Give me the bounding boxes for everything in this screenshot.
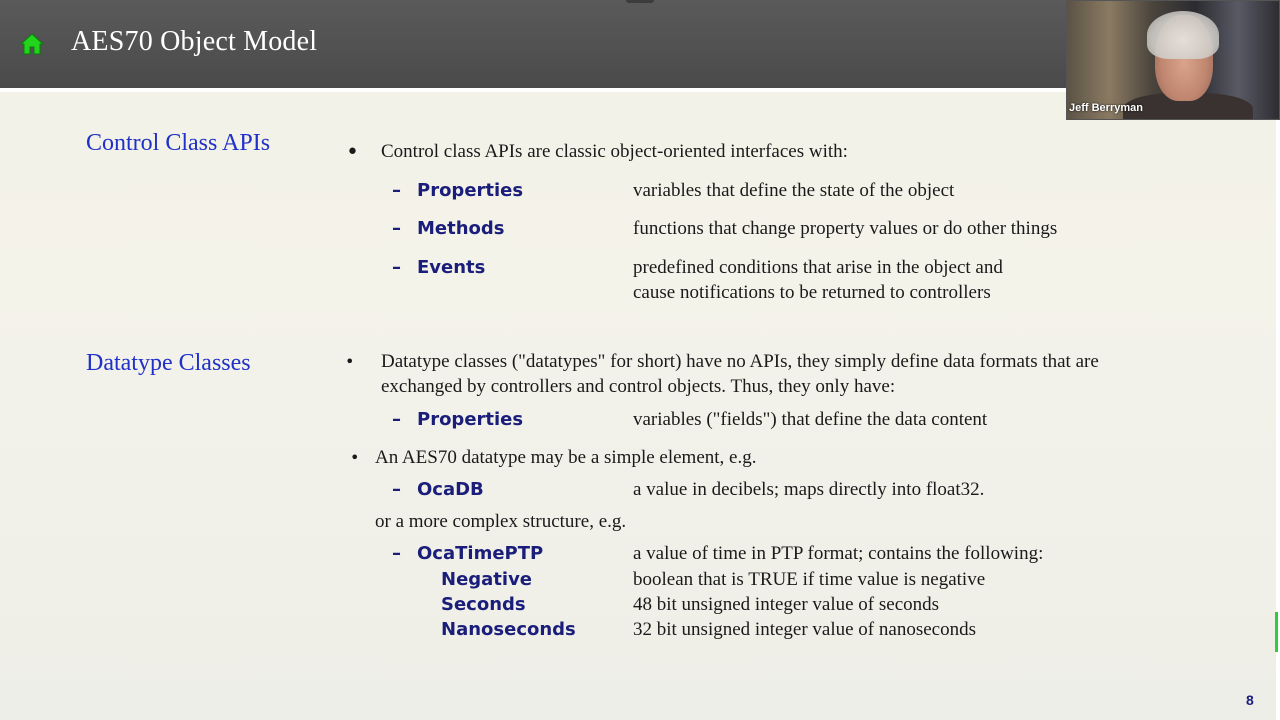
term-ocadb: OcaDB bbox=[417, 479, 484, 500]
page-number: 8 bbox=[1246, 692, 1254, 708]
desc-properties: variables that define the state of the object bbox=[633, 180, 955, 201]
desc-ocatimeptp: a value of time in PTP format; contains the following: bbox=[633, 543, 1044, 564]
term-nanoseconds: Nanoseconds bbox=[441, 619, 576, 640]
desc-datatype-properties: variables ("fields") that define the data content bbox=[633, 409, 988, 430]
dash-icon: – bbox=[392, 543, 401, 564]
desc-nanoseconds: 32 bit unsigned integer value of nanoseconds bbox=[633, 619, 976, 640]
section-heading-datatype: Datatype Classes bbox=[86, 350, 251, 376]
dash-icon: – bbox=[392, 180, 401, 201]
window-notch bbox=[626, 0, 654, 3]
bullet-icon: • bbox=[350, 448, 360, 467]
dash-icon: – bbox=[392, 409, 401, 430]
home-icon[interactable] bbox=[20, 33, 44, 55]
datatype-intro-line1: Datatype classes ("datatypes" for short) have no APIs, they simply define data formats that are bbox=[381, 351, 1099, 372]
bullet-icon: • bbox=[346, 140, 359, 165]
desc-events: predefined conditions that arise in the object and bbox=[633, 257, 1003, 278]
desc-negative: boolean that is TRUE if time value is negative bbox=[633, 569, 986, 590]
desc-events-line2: cause notifications to be returned to controllers bbox=[633, 282, 991, 303]
dash-icon: – bbox=[392, 218, 401, 239]
desc-ocadb: a value in decibels; maps directly into float32. bbox=[633, 479, 985, 500]
term-negative: Negative bbox=[441, 569, 533, 590]
desc-methods: functions that change property values or do other things bbox=[633, 218, 1058, 239]
term-ocatimeptp: OcaTimePTP bbox=[417, 543, 544, 564]
scroll-indicator bbox=[1275, 612, 1278, 652]
simple-intro: An AES70 datatype may be a simple element, e.g. bbox=[375, 447, 757, 468]
term-properties: Properties bbox=[417, 180, 524, 201]
datatype-intro-line2: exchanged by controllers and control objects. Thus, they only have: bbox=[381, 376, 896, 397]
dash-icon: – bbox=[392, 257, 401, 278]
dash-icon: – bbox=[392, 479, 401, 500]
complex-intro: or a more complex structure, e.g. bbox=[375, 511, 627, 532]
video-person-hair bbox=[1147, 11, 1219, 59]
section-heading-control: Control Class APIs bbox=[86, 130, 271, 156]
control-intro: Control class APIs are classic object-oriented interfaces with: bbox=[381, 141, 848, 162]
slide-title: AES70 Object Model bbox=[71, 26, 318, 57]
term-datatype-properties: Properties bbox=[417, 409, 524, 430]
desc-seconds: 48 bit unsigned integer value of seconds bbox=[633, 594, 940, 615]
participant-video[interactable] bbox=[1066, 0, 1280, 120]
term-events: Events bbox=[417, 257, 486, 278]
term-seconds: Seconds bbox=[441, 594, 526, 615]
participant-name: Jeff Berryman bbox=[1069, 102, 1143, 114]
term-methods: Methods bbox=[417, 218, 505, 239]
bullet-icon: • bbox=[345, 352, 355, 371]
